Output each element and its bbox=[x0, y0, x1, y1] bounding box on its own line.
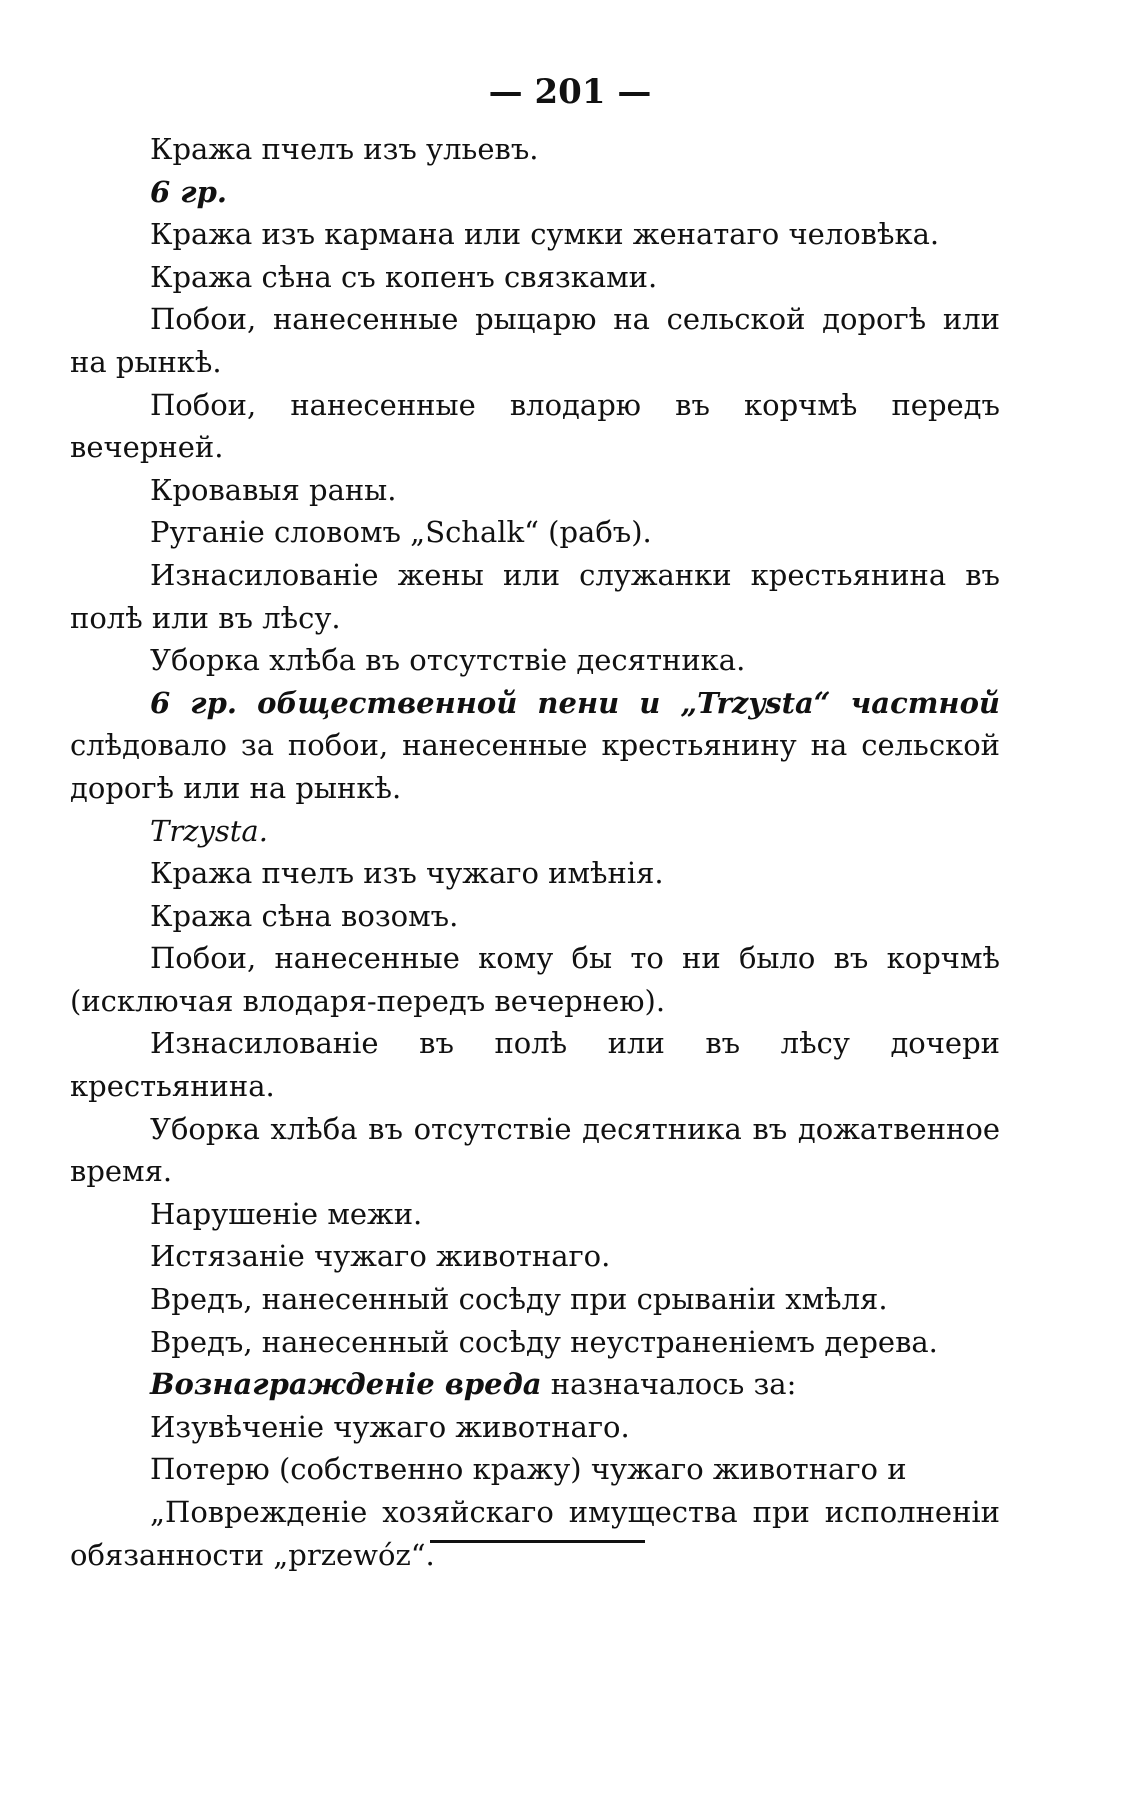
paragraph-10: Уборка хлѣба въ отсутствіе десятника. bbox=[150, 643, 746, 678]
paragraph-14: Кража сѣна возомъ. bbox=[150, 898, 459, 933]
page-number: — 201 — bbox=[488, 72, 652, 112]
paragraph-21: Вредъ, нанесенный сосѣду неустраненіемъ дерева. bbox=[150, 1324, 938, 1359]
paragraph-11 bbox=[70, 682, 1000, 810]
page-body bbox=[70, 128, 1000, 1576]
paragraph-8: Руганіе словомъ „Schalk“ (рабъ). bbox=[150, 515, 652, 550]
paragraph-4: Кража сѣна съ копенъ связками. bbox=[150, 259, 658, 294]
paragraph-24: Потерю (собственно кражу) чужаго животнаго и bbox=[150, 1452, 907, 1487]
paragraph-2: 6 гр. bbox=[150, 174, 227, 209]
paragraph-12: Trzysta. bbox=[150, 813, 268, 848]
paragraph-13: Кража пчелъ изъ чужаго имѣнія. bbox=[150, 856, 664, 891]
paragraph-23: Изувѣченіе чужаго животнаго. bbox=[150, 1409, 630, 1444]
paragraph-16: Изнасилованіе въ полѣ или въ лѣсу дочери крестьянина. bbox=[70, 1026, 1000, 1104]
paragraph-17: Уборка хлѣба въ отсутствіе десятника въ дожатвенное время. bbox=[70, 1111, 1000, 1189]
paragraph-22-italic: Вознагражденіе вреда bbox=[150, 1367, 542, 1402]
paragraph-22-rest: назначалось за: bbox=[541, 1367, 797, 1402]
paragraph-5: Побои, нанесенные рыцарю на сельской дорогѣ или на рынкѣ. bbox=[70, 302, 1000, 379]
paragraph-18: Нарушеніе межи. bbox=[150, 1196, 423, 1231]
paragraph-20: Вредъ, нанесенный сосѣду при срываніи хмѣля. bbox=[150, 1282, 888, 1317]
paragraph-1: Кража пчелъ изъ ульевъ. bbox=[150, 132, 539, 166]
paragraph-11-rest: слѣдовало за побои, нанесенные крестьянину на сельской дорогѣ или на рынкѣ. bbox=[70, 728, 1000, 805]
paragraph-7: Кровавыя раны. bbox=[150, 472, 397, 507]
paragraph-6: Побои, нанесенные влодарю въ корчмѣ передъ вечерней. bbox=[70, 387, 1000, 465]
paragraph-22 bbox=[70, 1363, 1000, 1406]
paragraph-19: Истязаніе чужаго животнаго. bbox=[150, 1239, 611, 1274]
end-rule bbox=[430, 1540, 645, 1543]
paragraph-3: Кража изъ кармана или сумки женатаго человѣка. bbox=[150, 217, 940, 252]
paragraph-15: Побои, нанесенные кому бы то ни было въ корчмѣ (исключая влодаря-передъ вечернею). bbox=[70, 941, 1000, 1018]
paragraph-11-italic: 6 гр. общественной пени и „Trzysta“ частной bbox=[150, 685, 1000, 720]
paragraph-9: Изнасилованіе жены или служанки крестьянина въ полѣ или въ лѣсу. bbox=[70, 557, 1000, 635]
paragraph-25: „Поврежденіе хозяйскаго имущества при исполненіи обязанности „przewóz“. bbox=[70, 1495, 1000, 1572]
